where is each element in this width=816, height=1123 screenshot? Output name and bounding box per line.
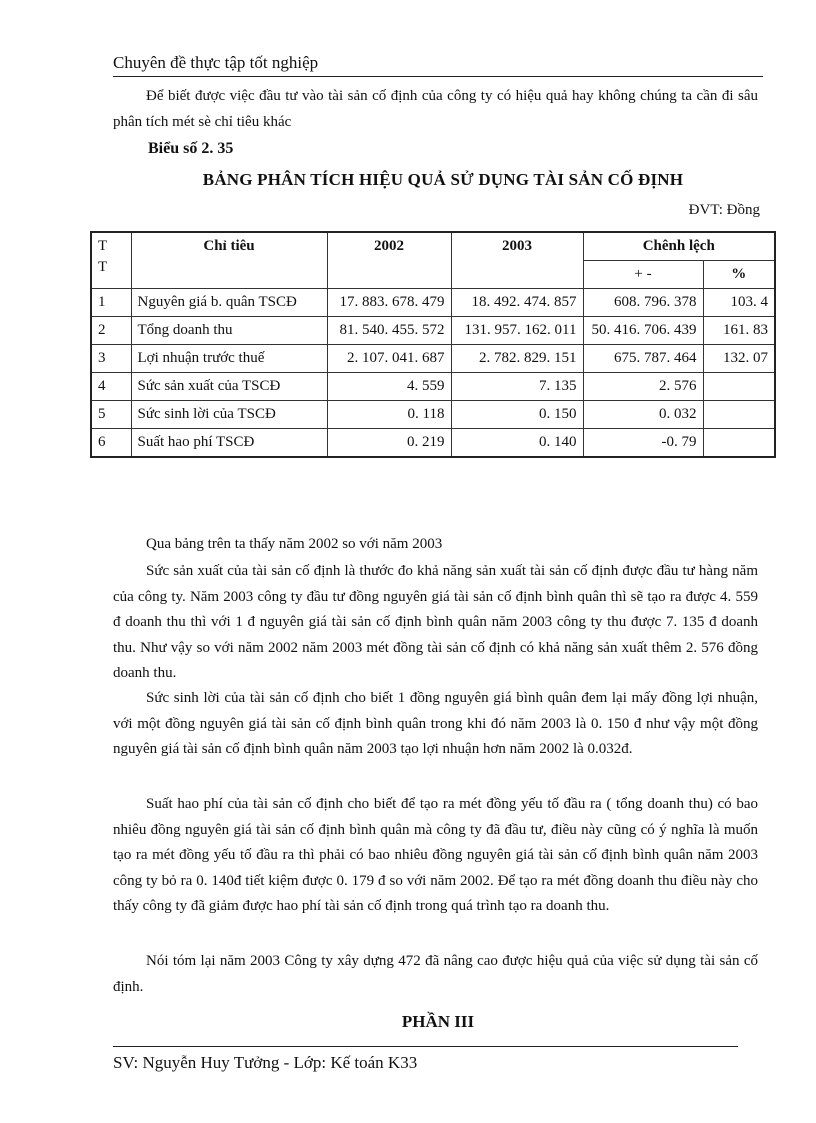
row-percent: 161. 83 — [703, 317, 775, 345]
row-value-2002: 4. 559 — [327, 373, 451, 401]
row-difference: 0. 032 — [583, 401, 703, 429]
row-indicator: Suất hao phí TSCĐ — [131, 429, 327, 458]
header-tt: T T — [91, 232, 131, 289]
table-row — [91, 373, 775, 401]
body-paragraph-1: Sức sản xuất của tài sản cố định là thước đo khả năng sản xuất tài sản cố định được đầu tư hàng năm của công ty. Năm 2003 công ty đầu tư đồng nguyên giá tài sản cố định bình quân thì sẽ tạo ra được 4. 559 đ doanh thu thì với 1 đ nguyên giá tài sản cố định bình quân năm 2003 công ty thu được 7. 135 đ doanh thu. Như vậy so với năm 2002 năm 2003 mét đồng tài sản cố định có khả năng sản xuất thêm 2. 576 đồng doanh thu. — [113, 563, 758, 681]
header-2003: 2003 — [451, 232, 583, 289]
intro-paragraph: Để biết được việc đầu tư vào tài sản cố định của công ty có hiệu quả hay không chúng ta cần đi sâu phân tích mét sè chỉ tiêu khác — [113, 88, 758, 130]
row-tt: 3 — [91, 345, 131, 373]
row-percent — [703, 401, 775, 429]
header-indicator: Chỉ tiêu — [131, 232, 327, 289]
row-value-2002: 17. 883. 678. 479 — [327, 289, 451, 317]
table-row — [91, 317, 775, 345]
analysis-table — [90, 231, 776, 458]
after-table-text: Qua bảng trên ta thấy năm 2002 so với năm 2003 — [146, 536, 443, 552]
table-row — [91, 401, 775, 429]
row-indicator: Tổng doanh thu — [131, 317, 327, 345]
header-difference: Chênh lệch — [583, 232, 775, 261]
row-percent — [703, 373, 775, 401]
table-row — [91, 429, 775, 458]
row-value-2003: 131. 957. 162. 011 — [451, 317, 583, 345]
row-indicator: Lợi nhuận trước thuế — [131, 345, 327, 373]
header-percent: % — [703, 261, 775, 289]
row-tt: 2 — [91, 317, 131, 345]
row-tt: 5 — [91, 401, 131, 429]
row-difference: 608. 796. 378 — [583, 289, 703, 317]
row-percent — [703, 429, 775, 458]
table-title: BẢNG PHÂN TÍCH HIỆU QUẢ SỬ DỤNG TÀI SẢN CỐ ĐỊNH — [202, 170, 684, 189]
table-row — [91, 289, 775, 317]
row-difference: 675. 787. 464 — [583, 345, 703, 373]
header-2002: 2002 — [327, 232, 451, 289]
row-value-2003: 0. 150 — [451, 401, 583, 429]
body-paragraph-4: Nói tóm lại năm 2003 Công ty xây dựng 472 đã nâng cao được hiệu quả của việc sử dụng tài sản cố định. — [113, 953, 758, 995]
page-footer: SV: Nguyễn Huy Tưởng - Lớp: Kế toán K33 — [113, 1046, 738, 1073]
header-plus-minus: + - — [583, 261, 703, 289]
row-value-2003: 2. 782. 829. 151 — [451, 345, 583, 373]
part-heading: PHẦN III — [401, 1012, 475, 1031]
row-value-2003: 0. 140 — [451, 429, 583, 458]
row-difference: 2. 576 — [583, 373, 703, 401]
row-tt: 6 — [91, 429, 131, 458]
row-indicator: Sức sản xuất của TSCĐ — [131, 373, 327, 401]
row-tt: 4 — [91, 373, 131, 401]
body-paragraph-3: Suất hao phí của tài sản cố định cho biết để tạo ra mét đồng yếu tố đầu ra ( tổng doanh thu) có bao nhiêu đồng nguyên giá tài sản cố định bình quân mà công ty đã đầu tư, điều này cũng có ý nghĩa là muốn tạo ra mét đồng yếu tố đầu ra thì phải có bao nhiêu đồng nguyên giá tài sản cố định bình quân năm 2003 công ty bỏ ra 0. 140đ tiết kiệm được 0. 179 đ so với năm 2002. Để tạo ra mét đồng doanh thu điều này cho thấy công ty đã giảm được hao phí tài sản cố định trong quá trình tạo ra doanh thu. — [113, 796, 758, 914]
row-value-2002: 0. 219 — [327, 429, 451, 458]
table-row — [91, 345, 775, 373]
page-header: Chuyên đề thực tập tốt nghiệp — [113, 52, 763, 77]
row-indicator: Nguyên giá b. quân TSCĐ — [131, 289, 327, 317]
row-value-2003: 7. 135 — [451, 373, 583, 401]
row-difference: 50. 416. 706. 439 — [583, 317, 703, 345]
row-tt: 1 — [91, 289, 131, 317]
body-paragraph-2: Sức sinh lời của tài sản cố định cho biết 1 đồng nguyên giá bình quân đem lại mấy đồng lợi nhuận, với một đồng nguyên giá tài sản cố định bình quân trong khi đó năm 2003 là 0. 150 đ như vậy một đồng nguyên giá tài sản cố định bình quân năm 2003 tạo lợi nhuận hơn năm 2002 là 0.032đ. — [113, 690, 758, 757]
row-indicator: Sức sinh lời của TSCĐ — [131, 401, 327, 429]
row-percent: 132. 07 — [703, 345, 775, 373]
table-label: Biểu số 2. 35 — [148, 140, 234, 157]
row-value-2002: 2. 107. 041. 687 — [327, 345, 451, 373]
row-value-2003: 18. 492. 474. 857 — [451, 289, 583, 317]
table-header-row — [91, 232, 775, 261]
unit-label: ĐVT: Đồng — [688, 202, 760, 218]
row-difference: -0. 79 — [583, 429, 703, 458]
row-percent: 103. 4 — [703, 289, 775, 317]
row-value-2002: 81. 540. 455. 572 — [327, 317, 451, 345]
row-value-2002: 0. 118 — [327, 401, 451, 429]
